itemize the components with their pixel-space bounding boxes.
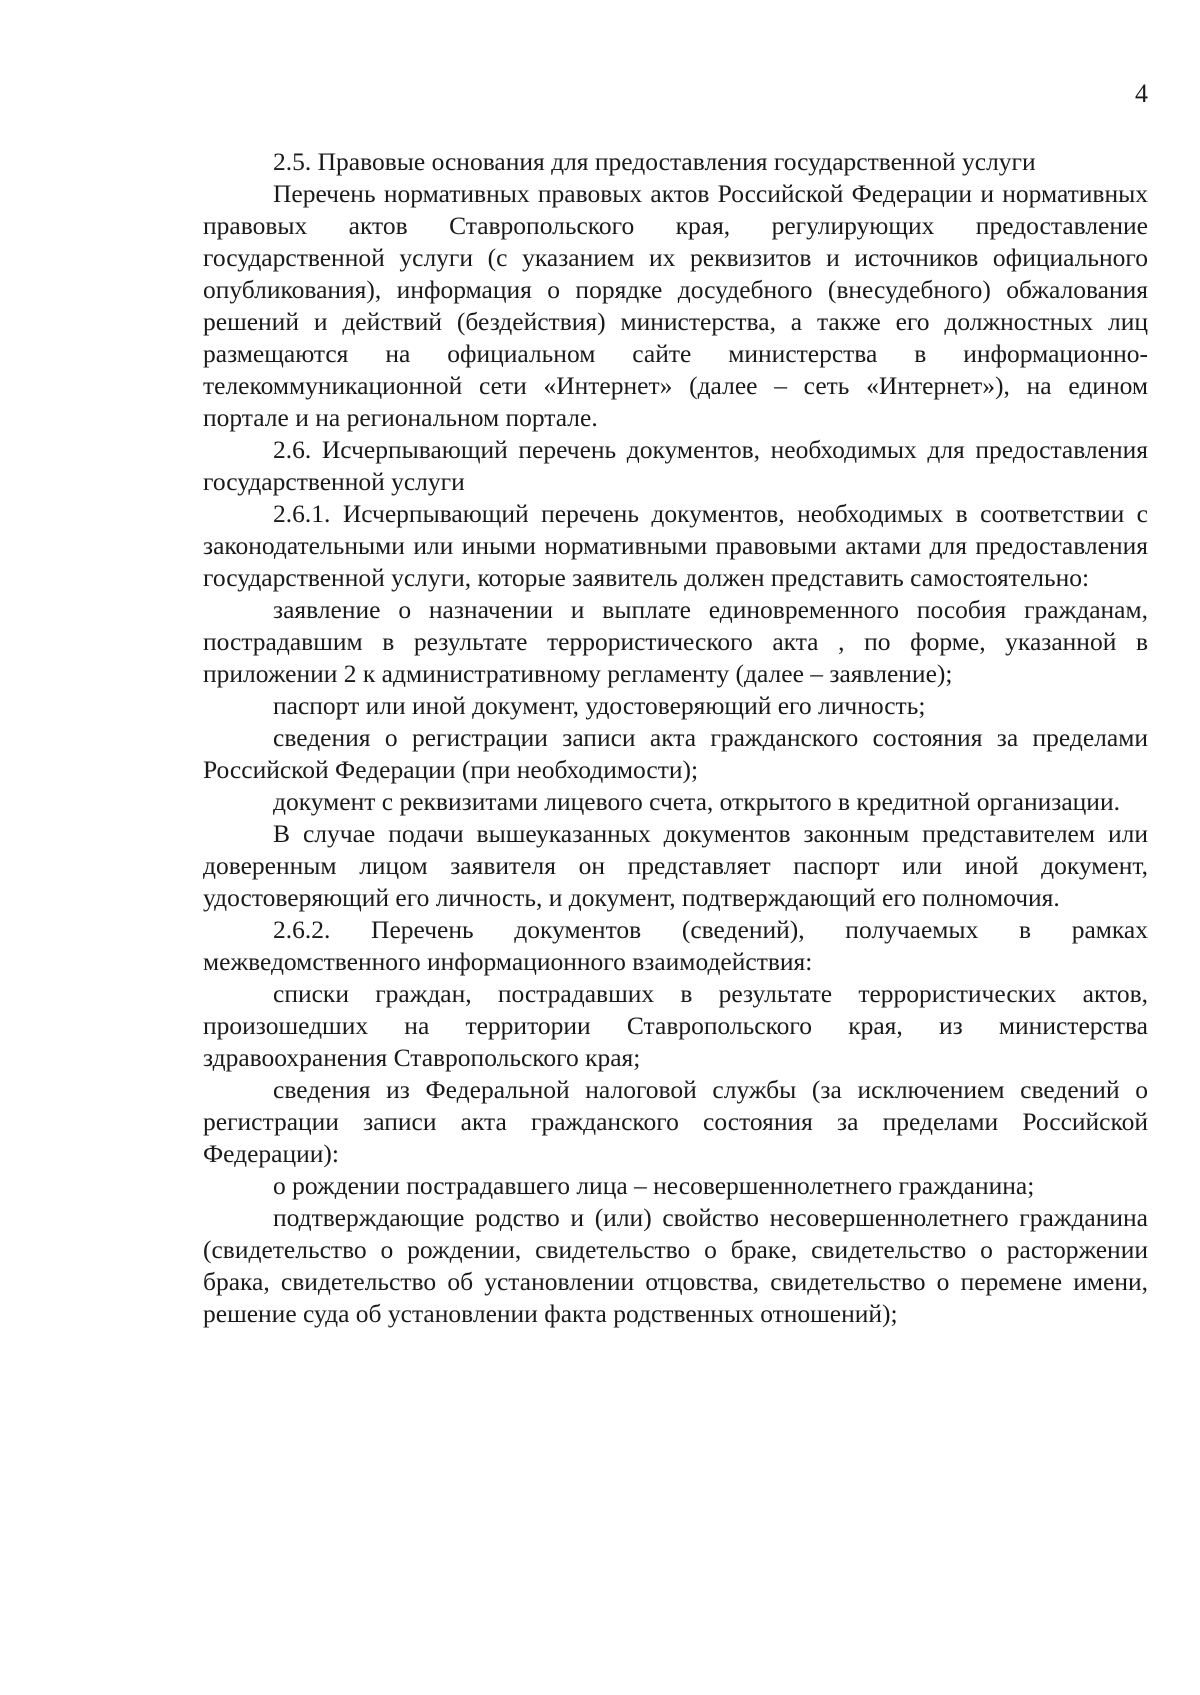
paragraph-civil-registration: сведения о регистрации записи акта гражданского состояния за пределами Российской Федерации (при необходимости); [203,723,1148,784]
paragraph-2-6-1: 2.6.1. Исчерпывающий перечень документов, необходимых в соответствии с законодательными или иными нормативными правовыми актами для предоставления государственной услуги, которые заявитель должен представить самостоятельно: [203,499,1148,592]
paragraph-kinship: подтверждающие родство и (или) свойство несовершеннолетнего гражданина (свидетельство о рождении, свидетельство о браке, свидетельство о расторжении брака, свидетельство об установлении отцовства, свидетельство о перемене имени, решение суда об установлении факта родственных отношений); [203,1203,1148,1328]
paragraph-passport: паспорт или иной документ, удостоверяющий его личность; [273,691,926,720]
paragraph-victims-lists: списки граждан, пострадавших в результате террористических актов, произошедших на территории Ставропольского края, из министерства здравоохранения Ставропольского края; [203,979,1148,1072]
paragraph-representative: В случае подачи вышеуказанных документов законным представителем или доверенным лицом заявителя он представляет паспорт или иной документ, удостоверяющий его личность, и документ, подтверждающий его полномочия. [203,819,1148,912]
paragraph-tax-service: сведения из Федеральной налоговой службы (за исключением сведений о регистрации записи акта гражданского состояния за пределами Российской Федерации): [203,1075,1148,1168]
section-heading-2-5: 2.5. Правовые основания для предоставления государственной услуги [273,147,1036,176]
document-body [203,146,1148,1330]
section-heading-2-6: 2.6. Исчерпывающий перечень документов, необходимых для предоставления государственной услуги [203,435,1148,496]
paragraph-legal-acts: Перечень нормативных правовых актов Российской Федерации и нормативных правовых актов Ставропольского края, регулирующих предоставление государственной услуги (с указанием их реквизитов и источников официального опубликования), информация о порядке досудебного (внесудебного) обжалования решений и действий (бездействия) министерства, а также его должностных лиц размещаются на официальном сайте министерства в информационно-телекоммуникационной сети «Интернет» (далее – сеть «Интернет»), на едином портале и на региональном портале. [203,179,1148,432]
paragraph-application: заявление о назначении и выплате единовременного пособия гражданам, пострадавшим в результате террористического акта , по форме, указанной в приложении 2 к административному регламенту (далее – заявление); [203,595,1148,688]
paragraph-2-6-2: 2.6.2. Перечень документов (сведений), получаемых в рамках межведомственного информационного взаимодействия: [203,915,1148,976]
paragraph-bank-account: документ с реквизитами лицевого счета, открытого в кредитной организации. [273,787,1120,816]
page-number: 4 [1135,79,1148,108]
paragraph-birth: о рождении пострадавшего лица – несовершеннолетнего гражданина; [273,1171,1035,1200]
